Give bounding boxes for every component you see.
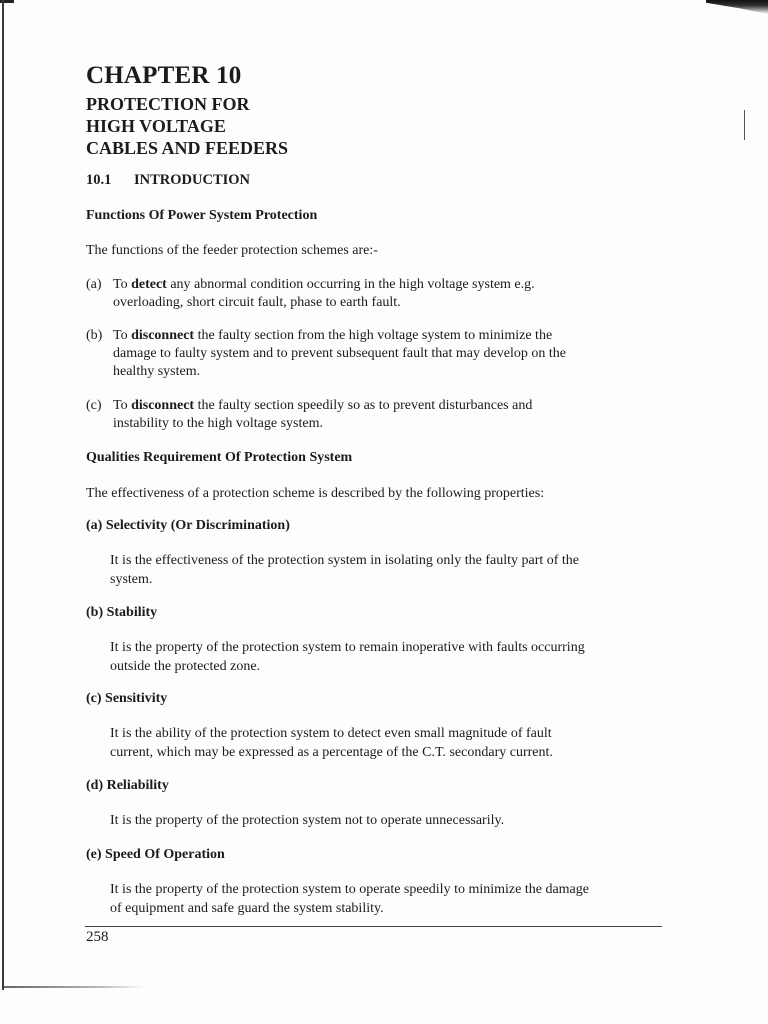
- property-heading: (b) Stability: [86, 605, 158, 620]
- description-line: It is the ability of the protection system to detect even small magnitude of fault: [110, 726, 552, 741]
- scan-artifact: [4, 986, 144, 988]
- item-text: damage to faulty system and to prevent subsequent fault that may develop on the: [113, 346, 566, 361]
- property-description: [110, 812, 670, 831]
- list-item: [86, 397, 676, 433]
- description-line: current, which may be expressed as a percentage of the C.T. secondary current.: [110, 744, 553, 760]
- list-item: [86, 327, 676, 381]
- section-number: 10.1: [86, 172, 112, 188]
- property-heading: (d) Reliability: [86, 778, 169, 793]
- chapter-title-line: PROTECTION FOR: [86, 94, 250, 114]
- description-line: It is the property of the protection system not to operate unnecessarily.: [110, 813, 505, 828]
- description-line: system.: [110, 571, 153, 587]
- page-number: 258: [86, 929, 109, 945]
- property-heading: (e) Speed Of Operation: [86, 847, 225, 862]
- scan-artifact: [744, 110, 745, 140]
- item-text: healthy system.: [113, 364, 201, 379]
- chapter-title-line: HIGH VOLTAGE: [86, 116, 226, 136]
- item-text: the faulty section speedily so as to prevent disturbances and: [194, 398, 533, 413]
- list-item: [86, 276, 676, 312]
- subheading-functions: Functions Of Power System Protection: [86, 208, 318, 223]
- list-marker: (c): [86, 398, 102, 413]
- item-text: any abnormal condition occurring in the high voltage system e.g.: [166, 277, 535, 292]
- list-marker: (b): [86, 328, 103, 343]
- property-description: [110, 725, 670, 762]
- footer-rule: [85, 926, 662, 927]
- section-heading: [86, 172, 250, 189]
- chapter-title-line: CABLES AND FEEDERS: [86, 138, 289, 158]
- item-text: overloading, short circuit fault, phase to earth fault.: [113, 295, 401, 310]
- qualities-intro: The effectiveness of a protection scheme is described by the following properties:: [86, 486, 545, 501]
- property-description: [110, 881, 670, 918]
- list-marker: (a): [86, 277, 102, 292]
- scan-edge: [2, 0, 4, 990]
- description-line: outside the protected zone.: [110, 658, 261, 674]
- item-text: To: [113, 277, 132, 292]
- item-text: instability to the high voltage system.: [113, 416, 323, 431]
- description-line: It is the property of the protection system to operate speedily to minimize the damage: [110, 882, 589, 897]
- property-heading: (a) Selectivity (Or Discrimination): [86, 518, 290, 533]
- item-text: the faulty section from the high voltage system to minimize the: [194, 328, 553, 343]
- subheading-qualities: Qualities Requirement Of Protection System: [86, 450, 353, 465]
- description-line: It is the effectiveness of the protection system in isolating only the faulty part of the: [110, 553, 580, 568]
- item-text: To: [113, 328, 132, 343]
- section-title: INTRODUCTION: [134, 172, 251, 188]
- item-keyword: detect: [131, 277, 167, 292]
- description-line: of equipment and safe guard the system stability.: [110, 900, 384, 916]
- property-description: [110, 639, 670, 676]
- functions-intro: The functions of the feeder protection schemes are:-: [86, 243, 378, 258]
- scan-artifact: [706, 0, 768, 14]
- item-keyword: disconnect: [131, 328, 195, 343]
- chapter-heading: CHAPTER 10: [86, 62, 242, 89]
- property-description: [110, 552, 670, 589]
- property-heading: (c) Sensitivity: [86, 691, 168, 706]
- description-line: It is the property of the protection system to remain inoperative with faults occurring: [110, 640, 585, 655]
- item-text: To: [113, 398, 132, 413]
- item-keyword: disconnect: [131, 398, 195, 413]
